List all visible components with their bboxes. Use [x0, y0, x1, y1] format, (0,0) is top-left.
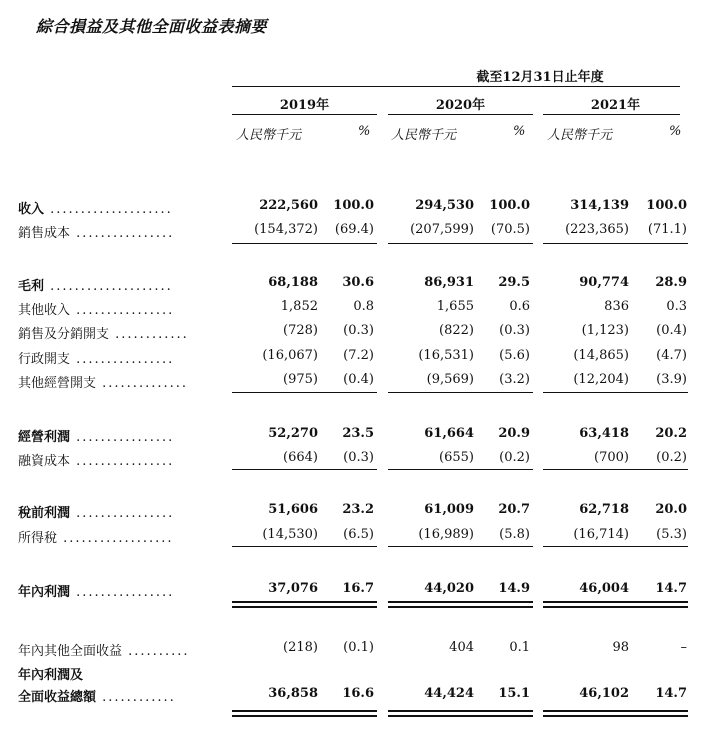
percent-cell: 100.0	[646, 198, 687, 213]
percent-cell: 100.0	[489, 198, 530, 213]
document-title: 綜合損益及其他全面收益表摘要	[36, 17, 268, 36]
amount-cell: 86,931	[424, 275, 474, 290]
double-rule-total-2020-a	[388, 710, 533, 712]
leader-dots: ............	[96, 690, 176, 705]
percent-cell: (71.1)	[647, 222, 687, 237]
leader-dots: ..............	[96, 376, 189, 391]
amount-cell: 63,418	[579, 426, 629, 441]
percent-cell: (5.8)	[499, 527, 530, 542]
percent-cell: (0.2)	[499, 450, 530, 465]
row-label	[18, 198, 213, 217]
amount-cell: (664)	[283, 450, 318, 465]
leader-dots: ................	[70, 454, 175, 469]
row-label	[18, 686, 213, 705]
percent-cell: 16.7	[342, 581, 374, 596]
rule-opex-2019	[232, 392, 377, 393]
percent-cell: (69.4)	[334, 222, 374, 237]
amount-cell: 98	[612, 640, 629, 655]
amount-cell: (218)	[283, 640, 318, 655]
amount-cell: (9,569)	[426, 372, 474, 387]
percent-cell: (0.3)	[343, 323, 374, 338]
percent-cell: 14.7	[655, 686, 687, 701]
double-rule-profit-2019-b	[232, 606, 377, 608]
amount-cell: 314,139	[570, 198, 629, 213]
amount-cell: 36,858	[268, 686, 318, 701]
row-label	[18, 527, 213, 546]
row-label-text: 融資成本	[18, 454, 71, 469]
percent-cell: 20.0	[655, 502, 687, 517]
leader-dots: ................	[70, 585, 175, 600]
row-label-text: 稅前利潤	[18, 506, 71, 521]
amount-cell: (223,365)	[565, 222, 629, 237]
leader-dots: ................	[70, 352, 175, 367]
double-rule-profit-2020-b	[388, 606, 533, 608]
percent-cell: (3.2)	[499, 372, 530, 387]
rule-tax-2021	[543, 546, 688, 547]
double-rule-profit-2021-a	[543, 601, 688, 603]
percent-cell: 14.9	[498, 581, 530, 596]
row-label-text: 年內利潤	[18, 585, 71, 600]
amount-cell: (728)	[283, 323, 318, 338]
percent-cell: (0.2)	[656, 450, 687, 465]
percent-cell: 14.7	[655, 581, 687, 596]
amount-cell: 62,718	[579, 502, 629, 517]
amount-cell: (14,865)	[573, 348, 629, 363]
row-label	[18, 372, 213, 391]
percent-cell: 0.3	[666, 299, 687, 314]
percent-cell: (0.4)	[343, 372, 374, 387]
percent-cell: 20.7	[498, 502, 530, 517]
row-label	[18, 299, 213, 318]
rule-finance-2021	[543, 469, 688, 470]
row-label-text: 其他收入	[18, 303, 71, 318]
row-label	[18, 426, 213, 445]
row-label-text: 年內利潤及	[18, 668, 84, 683]
period-underline	[232, 86, 680, 87]
amount-cell: 52,270	[268, 426, 318, 441]
row-label	[18, 450, 213, 469]
period-header: 截至12月31日止年度	[476, 70, 604, 85]
percent-cell: (6.5)	[343, 527, 374, 542]
amount-cell: 90,774	[579, 275, 629, 290]
row-label	[18, 275, 213, 294]
year-2019-header: 2019年	[279, 98, 330, 113]
percent-cell: 0.1	[509, 640, 530, 655]
double-rule-profit-2021-b	[543, 606, 688, 608]
double-rule-total-2021-a	[543, 710, 688, 712]
year-2020-underline	[388, 114, 533, 115]
row-label	[18, 502, 213, 521]
amount-cell: 404	[449, 640, 474, 655]
rule-cost-2021	[543, 243, 688, 244]
amount-cell: 37,076	[268, 581, 318, 596]
percent-cell: 30.6	[342, 275, 374, 290]
double-rule-profit-2019-a	[232, 601, 377, 603]
amount-cell: 1,852	[280, 299, 318, 314]
rule-finance-2019	[232, 469, 377, 470]
row-label	[18, 664, 213, 683]
leader-dots: ....................	[44, 202, 173, 217]
amount-cell: (16,714)	[573, 527, 629, 542]
amount-cell: (12,204)	[573, 372, 629, 387]
percent-cell: –	[680, 640, 687, 655]
percent-cell: 100.0	[333, 198, 374, 213]
double-rule-total-2019-b	[232, 715, 377, 717]
rule-cost-2019	[232, 243, 377, 244]
percent-cell: 16.6	[342, 686, 374, 701]
row-label	[18, 323, 213, 342]
amount-cell: (16,531)	[418, 348, 474, 363]
row-label-text: 全面收益總額	[18, 690, 97, 705]
rule-tax-2020	[388, 546, 533, 547]
amount-cell: (154,372)	[254, 222, 318, 237]
unit-label-2019: 人民幣千元	[236, 128, 302, 143]
amount-cell: 61,664	[424, 426, 474, 441]
pct-label-2021: %	[669, 124, 682, 139]
row-label-text: 年內其他全面收益	[18, 644, 123, 659]
rule-opex-2021	[543, 392, 688, 393]
percent-cell: 28.9	[655, 275, 687, 290]
amount-cell: 222,560	[259, 198, 318, 213]
percent-cell: 23.5	[342, 426, 374, 441]
percent-cell: 29.5	[498, 275, 530, 290]
amount-cell: (1,123)	[581, 323, 629, 338]
percent-cell: (5.6)	[499, 348, 530, 363]
percent-cell: 20.2	[655, 426, 687, 441]
double-rule-total-2021-b	[543, 715, 688, 717]
amount-cell: 46,004	[579, 581, 629, 596]
amount-cell: 46,102	[579, 686, 629, 701]
leader-dots: ................	[70, 303, 175, 318]
rule-opex-2020	[388, 392, 533, 393]
leader-dots: ............	[109, 327, 189, 342]
rule-cost-2020	[388, 243, 533, 244]
percent-cell: 15.1	[498, 686, 530, 701]
leader-dots: ................	[70, 226, 175, 241]
amount-cell: 294,530	[415, 198, 474, 213]
leader-dots: ................	[70, 506, 175, 521]
row-label	[18, 640, 213, 659]
amount-cell: (975)	[283, 372, 318, 387]
row-label-text: 所得稅	[18, 531, 58, 546]
amount-cell: 51,606	[268, 502, 318, 517]
percent-cell: (0.3)	[343, 450, 374, 465]
year-2019-underline	[232, 114, 377, 115]
percent-cell: 0.8	[353, 299, 374, 314]
amount-cell: (207,599)	[410, 222, 474, 237]
amount-cell: 44,424	[424, 686, 474, 701]
percent-cell: (5.3)	[656, 527, 687, 542]
row-label-text: 毛利	[18, 279, 45, 294]
year-2021-header: 2021年	[590, 98, 641, 113]
leader-dots: ....................	[44, 279, 173, 294]
amount-cell: 836	[604, 299, 629, 314]
percent-cell: (0.3)	[499, 323, 530, 338]
amount-cell: 61,009	[424, 502, 474, 517]
row-label-text: 收入	[18, 202, 45, 217]
double-rule-profit-2020-a	[388, 601, 533, 603]
double-rule-total-2019-a	[232, 710, 377, 712]
amount-cell: (16,989)	[418, 527, 474, 542]
row-label-text: 行政開支	[18, 352, 71, 367]
amount-cell: (700)	[594, 450, 629, 465]
percent-cell: (0.4)	[656, 323, 687, 338]
amount-cell: 68,188	[268, 275, 318, 290]
year-2020-header: 2020年	[435, 98, 486, 113]
row-label	[18, 581, 213, 600]
row-label-text: 銷售及分銷開支	[18, 327, 110, 342]
amount-cell: (822)	[439, 323, 474, 338]
row-label-text: 經營利潤	[18, 430, 71, 445]
percent-cell: (0.1)	[343, 640, 374, 655]
row-label	[18, 348, 213, 367]
year-2021-underline	[543, 114, 680, 115]
percent-cell: (70.5)	[490, 222, 530, 237]
leader-dots: ..................	[57, 531, 174, 546]
row-label	[18, 222, 213, 241]
amount-cell: 1,655	[436, 299, 474, 314]
percent-cell: 20.9	[498, 426, 530, 441]
percent-cell: 0.6	[509, 299, 530, 314]
percent-cell: (4.7)	[656, 348, 687, 363]
percent-cell: (7.2)	[343, 348, 374, 363]
rule-tax-2019	[232, 546, 377, 547]
rule-finance-2020	[388, 469, 533, 470]
leader-dots: ..........	[122, 644, 190, 659]
unit-label-2021: 人民幣千元	[547, 128, 613, 143]
row-label-text: 銷售成本	[18, 226, 71, 241]
amount-cell: (655)	[439, 450, 474, 465]
leader-dots: ................	[70, 430, 175, 445]
percent-cell: 23.2	[342, 502, 374, 517]
amount-cell: 44,020	[424, 581, 474, 596]
unit-label-2020: 人民幣千元	[391, 128, 457, 143]
amount-cell: (16,067)	[262, 348, 318, 363]
amount-cell: (14,530)	[262, 527, 318, 542]
pct-label-2020: %	[513, 124, 526, 139]
row-label-text: 其他經營開支	[18, 376, 97, 391]
percent-cell: (3.9)	[656, 372, 687, 387]
pct-label-2019: %	[358, 124, 371, 139]
double-rule-total-2020-b	[388, 715, 533, 717]
